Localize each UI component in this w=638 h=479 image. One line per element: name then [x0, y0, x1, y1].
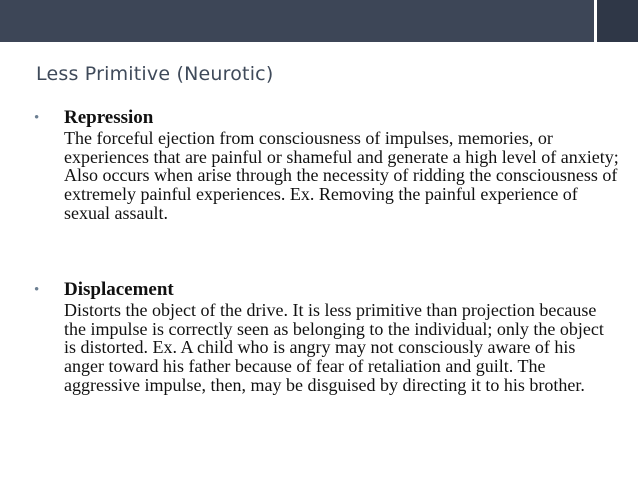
top-header-bar — [0, 0, 638, 42]
bullet-heading: Displacement — [64, 279, 174, 300]
bullet-heading: Repression — [64, 107, 154, 128]
bullet-item-displacement — [34, 279, 614, 395]
slide-title: Less Primitive (Neurotic) — [36, 63, 274, 85]
bullet-item-repression — [34, 107, 619, 223]
bullet-body: The forceful ejection from consciousness of impulses, memories, or experiences that are painful or shameful and generate a high level of anxiety; Also occurs when arise through the necessity of ridding the consciousness of extremely painful experiences. Ex. Removing the painful experience of sexual assault. — [64, 128, 619, 223]
bullet-marker: • — [34, 110, 40, 126]
header-bar-end — [597, 0, 638, 42]
bullet-marker: • — [34, 282, 40, 298]
bullet-body: Distorts the object of the drive. It is less primitive than projection because the impulse is correctly seen as belonging to the individual; only the object is distorted. Ex. A child who is angry may not consciously aware of his anger toward his father because of fear of retaliation and guilt. The aggressive impulse, then, may be disguised by directing it to his brother. — [64, 300, 604, 395]
header-bar-main — [0, 0, 594, 42]
